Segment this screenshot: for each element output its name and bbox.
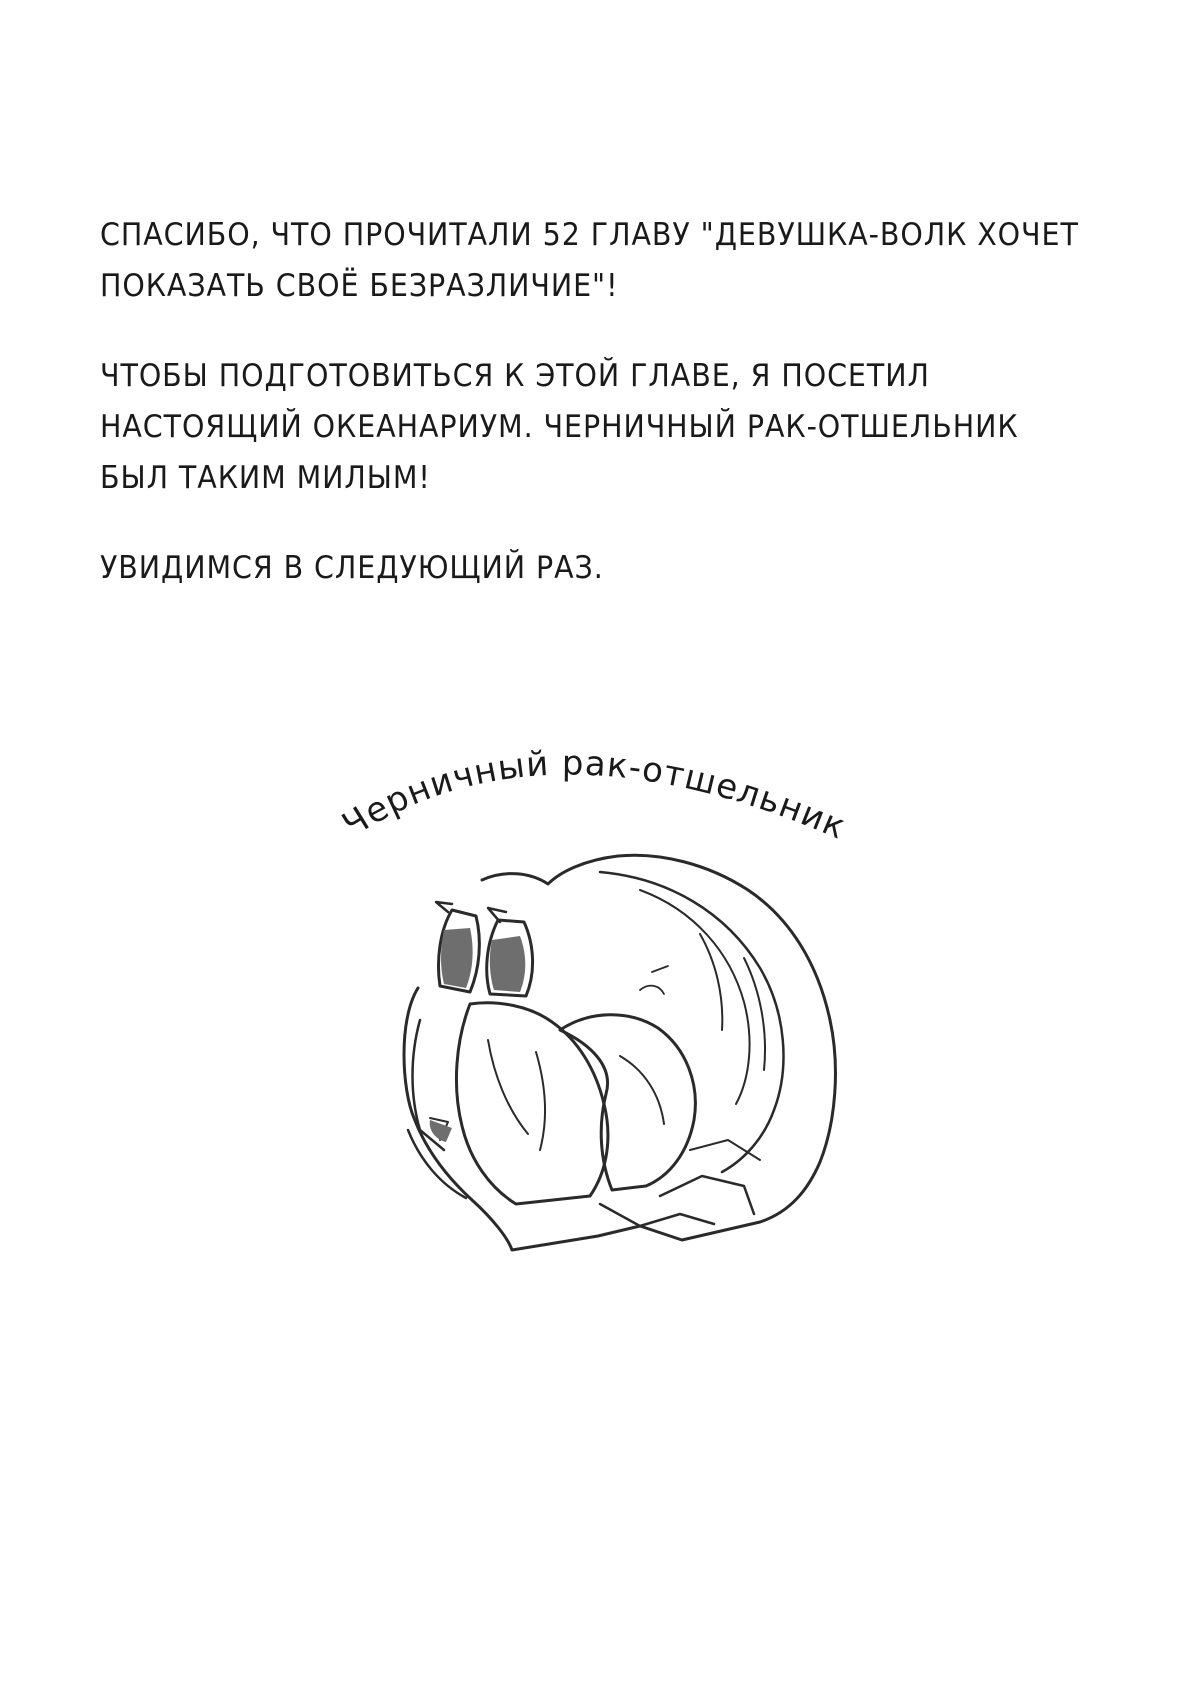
afterword-line: НАСТОЯЩИЙ ОКЕАНАРИУМ. ЧЕРНИЧНЫЙ РАК-ОТШЕЛЬНИК	[100, 409, 1019, 445]
afterword-line: СПАСИБО, ЧТО ПРОЧИТАЛИ 52 ГЛАВУ "ДЕВУШКА-ВОЛК ХОЧЕТ	[100, 217, 1079, 253]
crab-linework	[404, 855, 835, 1250]
afterword-line: УВИДИМСЯ В СЛЕДУЮЩИЙ РАЗ.	[100, 550, 604, 586]
afterword-line: БЫЛ ТАКИМ МИЛЫМ!	[100, 460, 431, 496]
afterword-line: ЧТОБЫ ПОДГОТОВИТЬСЯ К ЭТОЙ ГЛАВЕ, Я ПОСЕТИЛ	[100, 358, 930, 394]
afterword-line: ПОКАЗАТЬ СВОЁ БЕЗРАЗЛИЧИЕ"!	[100, 268, 619, 304]
caption-text-path: Черничный рак-отшельник	[335, 743, 852, 848]
illustration-caption	[336, 743, 852, 847]
